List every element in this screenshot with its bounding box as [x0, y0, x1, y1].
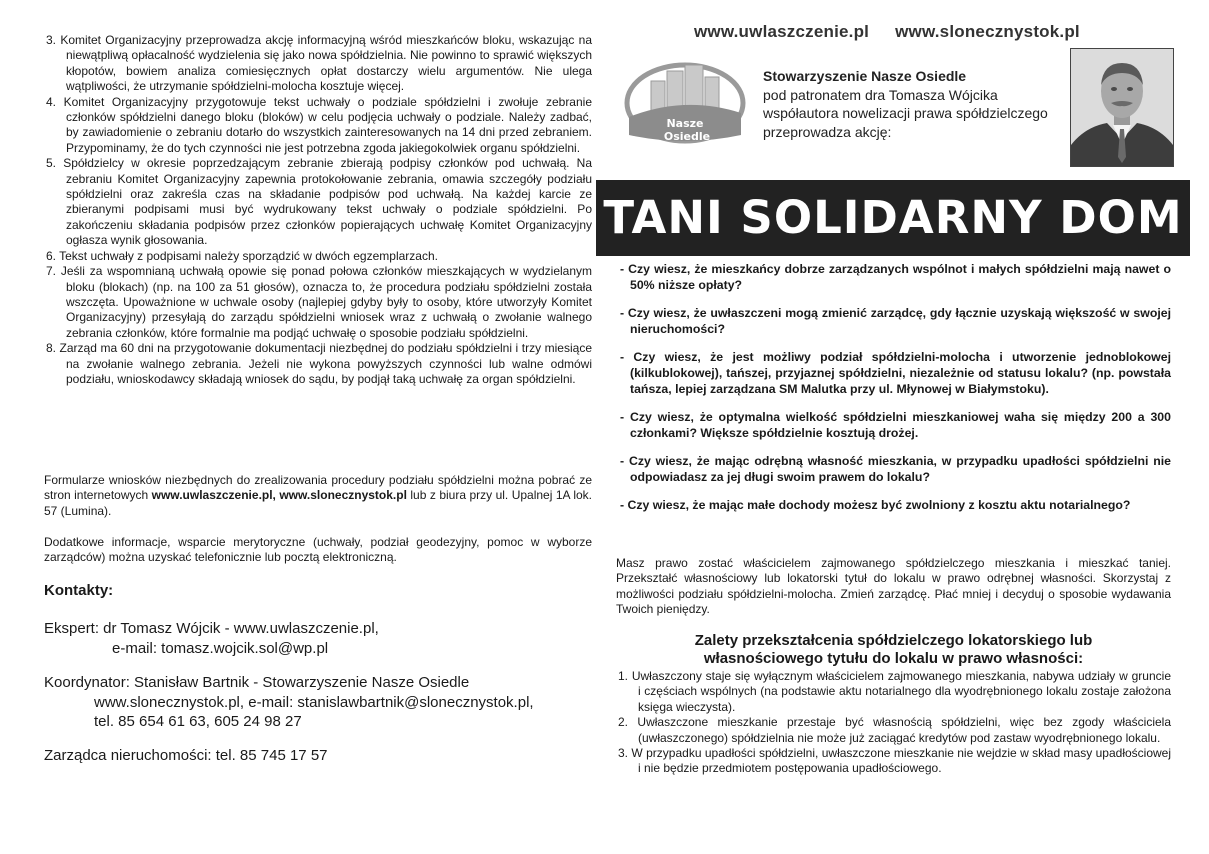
contacts-heading: Kontakty:: [44, 582, 114, 599]
procedure-step: 5. Spółdzielcy w okresie poprzedzającym zebranie zbierają podpisy członków pod uchwałą. Na zebraniu Komitet Organizacyjny zapewnia protokołowanie zebrania, omawia szczegóły podziału spółdzielni oraz zakreśla czas na składanie podpisów pod uchwałą. Na każdej karcie ze zbieranymi podpisami musi być wydrukowany tekst uchwały o podziale spółdzielni. Po zakończeniu składania podpisów przez członków popierających uchwałę Komitet Organizacyjny ogłasza wynik głosowania.: [46, 156, 592, 248]
logo-text-line1: Nasze: [666, 117, 704, 130]
forms-links: www.uwlaszczenie.pl, www.slonecznystok.pl: [151, 488, 407, 503]
association-patronage: pod patronatem dra Tomasza Wójcika: [763, 86, 998, 103]
procedure-step: 6. Tekst uchwały z podpisami należy sporządzić w dwóch egzemplarzach.: [46, 248, 438, 263]
coordinator-web-email: www.slonecznystok.pl, e-mail: stanislawbartnik@slonecznystok.pl,: [94, 693, 534, 711]
advantages-list: [616, 669, 1171, 777]
coordinator-line: Koordynator: Stanisław Bartnik - Stowarzyszenie Nasze Osiedle: [44, 674, 470, 691]
procedure-step: 8. Zarząd ma 60 dni na przygotowanie dokumentacji niezbędnej do podziału spółdzielni i trzy miesiące na zwołanie walnego zebrania. Jeżeli nie wykona powyższych czynności lub walne odmówi podziału, wnioskodawcy składają wniosek do sądu, by podjął taką uchwałę za organ spółdzielni.: [46, 341, 592, 386]
association-block: [763, 67, 1048, 141]
title-banner: [596, 180, 1190, 256]
question-item: - Czy wiesz, że jest możliwy podział spółdzielni-molocha i utworzenie jednoblokowej (kilkublokowej), tańszej, przyjaznej spółdzielni, niezależnie od statusu lokalu? (np. powstała tańsza, lepiej zarządzana SM Malutka przy ul. Młynowej w Białymstoku).: [620, 350, 1171, 396]
advantages-title-line1: Zalety przekształcenia spółdzielczego lokatorskiego lub: [694, 632, 1093, 649]
websites-header: [694, 22, 1080, 42]
advantage-item: 2. Uwłaszczone mieszkanie przestaje być własnością spółdzielni, więc bez zgody właściciela (uwłaszczonego) spółdzielnia nie może już zaciągać kredytów pod zastaw wyodrębnionego lokalu.: [618, 715, 1171, 745]
coordinator-phone: tel. 85 654 61 63, 605 24 98 27: [94, 713, 302, 730]
procedure-step: 7. Jeśli za wspomnianą uchwałą opowie się ponad połowa członków mieszkających w wydzielanym bloku (blokach) (np. na 100 za 51 głosów), oznacza to, że procedura podziału spółdzielni została wszczęta. Upoważnione w uchwale osoby (najlepiej gdyby były to osoby, które utworzyły Komitet Organizacyjny) przesyłają do zarządu spółdzielni wniosek wraz z uchwałą o zwołanie walnego zebrania członków, które formalnie ma podjąć uchwałę o sposobie podziału spółdzielni.: [46, 264, 592, 340]
forms-text-before: Formularze wniosków niezbędnych do zrealizowania procedury podziału spółdzielni można pobrać ze stron internetowych: [44, 473, 592, 503]
summary-paragraph: Masz prawo zostać właścicielem zajmowanego spółdzielczego mieszkania i mieszkać taniej. Przekształć własnościowy lub lokatorski tytuł do lokalu w prawo odrębnej własności. Skorzystaj z możliwości podziału spółdzielni-molocha. Zmień zarządcę. Płać mniej i decyduj o sposobie wydawania Twoich pieniędzy.: [616, 556, 1171, 617]
procedure-step: 3. Komitet Organizacyjny przeprowadza akcję informacyjną wśród mieszkańców bloku, wskazując na niewątpliwą opłacalność wydzielenia się jako nowa spółdzielnia. Nie powinno to sprawić większych kłopotów, bowiem analiza comiesięcznych opłat dostarczy wielu argumentów. Nie ulega wątpliwości, że utrzymanie spółdzielni-molocha kosztuje więcej.: [46, 33, 592, 94]
website-uwlaszczenie: www.uwlaszczenie.pl: [694, 22, 870, 41]
advantage-item: 3. W przypadku upadłości spółdzielni, uwłaszczone mieszkanie nie wejdzie w skład masy upadłościowej i nie będzie przedmiotem postępowania upadłościowego.: [618, 746, 1171, 776]
question-item: - Czy wiesz, że mając odrębną własność mieszkania, w przypadku upadłości spółdzielni nie odpowiadasz za jej długi swoim prawem do lokalu?: [620, 454, 1171, 484]
question-item: - Czy wiesz, że uwłaszczeni mogą zmienić zarządcę, gdy łącznie uzyskają większość w swojej nieruchomości?: [620, 306, 1171, 336]
expert-email: e-mail: tomasz.wojcik.sol@wp.pl: [112, 639, 329, 657]
advantage-item: 1. Uwłaszczony staje się wyłącznym właścicielem zajmowanego mieszkania, nabywa udziały w gruncie i częściach wspólnych (na podstawie aktu notarialnego dla wyodrębnionego lokalu zostaje założona księga wieczysta).: [618, 669, 1171, 714]
advantages-title-line2: własnościowego tytułu do lokalu w prawo własności:: [703, 650, 1084, 667]
portrait-photo: [1070, 48, 1174, 167]
association-name: Stowarzyszenie Nasze Osiedle: [763, 68, 967, 84]
nasze-osiedle-logo: [621, 55, 749, 147]
procedure-steps-list: [44, 33, 592, 387]
info-paragraph: Dodatkowe informacje, wsparcie merytoryczne (uchwały, podział geodezyjny, pomoc w wyborze zarządców) można uzyskać telefonicznie lub pocztą elektroniczną.: [44, 535, 592, 565]
question-item: - Czy wiesz, że mieszkańcy dobrze zarządzanych wspólnot i małych spółdzielni mają nawet o 50% niższe opłaty?: [620, 262, 1171, 292]
association-action: przeprowadza akcję:: [763, 123, 892, 140]
advantages-title: [616, 632, 1171, 668]
portrait-image: [1071, 49, 1173, 166]
question-item: - Czy wiesz, że mając małe dochody możesz być zwolniony z kosztu aktu notarialnego?: [620, 498, 1131, 512]
forms-paragraph: [44, 473, 592, 519]
coordinator-contact: [44, 673, 604, 732]
banner-title: TANI SOLIDARNY DOM: [603, 191, 1183, 244]
question-item: - Czy wiesz, że optymalna wielkość spółdzielni mieszkaniowej waha się między 200 a 300 członkami? Większe spółdzielnie kosztują drożej.: [620, 410, 1171, 440]
expert-line: Ekspert: dr Tomasz Wójcik - www.uwlaszczenie.pl,: [44, 620, 379, 637]
manager-contact: Zarządca nieruchomości: tel. 85 745 17 57: [44, 747, 328, 764]
questions-list: [616, 261, 1171, 513]
association-coauthor: współautora nowelizacji prawa spółdzielczego: [763, 105, 1048, 121]
forms-text-after: lub z biura przy ul. Upalnej 1A lok. 57 (Lumina).: [44, 488, 592, 518]
expert-contact: [44, 619, 604, 658]
logo-text-line2: Osiedle: [663, 130, 711, 143]
procedure-step: 4. Komitet Organizacyjny przygotowuje tekst uchwały o podziale spółdzielni i zwołuje zebranie członków spółdzielni danego bloku (bloków) w celu podjęcia uchwały o podziale. Należy zadbać, by zawiadomienie o zebraniu dotarło do wszystkich zainteresowanych na 14 dni przed zebraniem. Przypominamy, że do tych czynności nie jest potrzebna zgoda jakiegokolwiek organu spółdzielni.: [46, 94, 592, 155]
website-slonecznystok: www.slonecznystok.pl: [895, 22, 1080, 41]
